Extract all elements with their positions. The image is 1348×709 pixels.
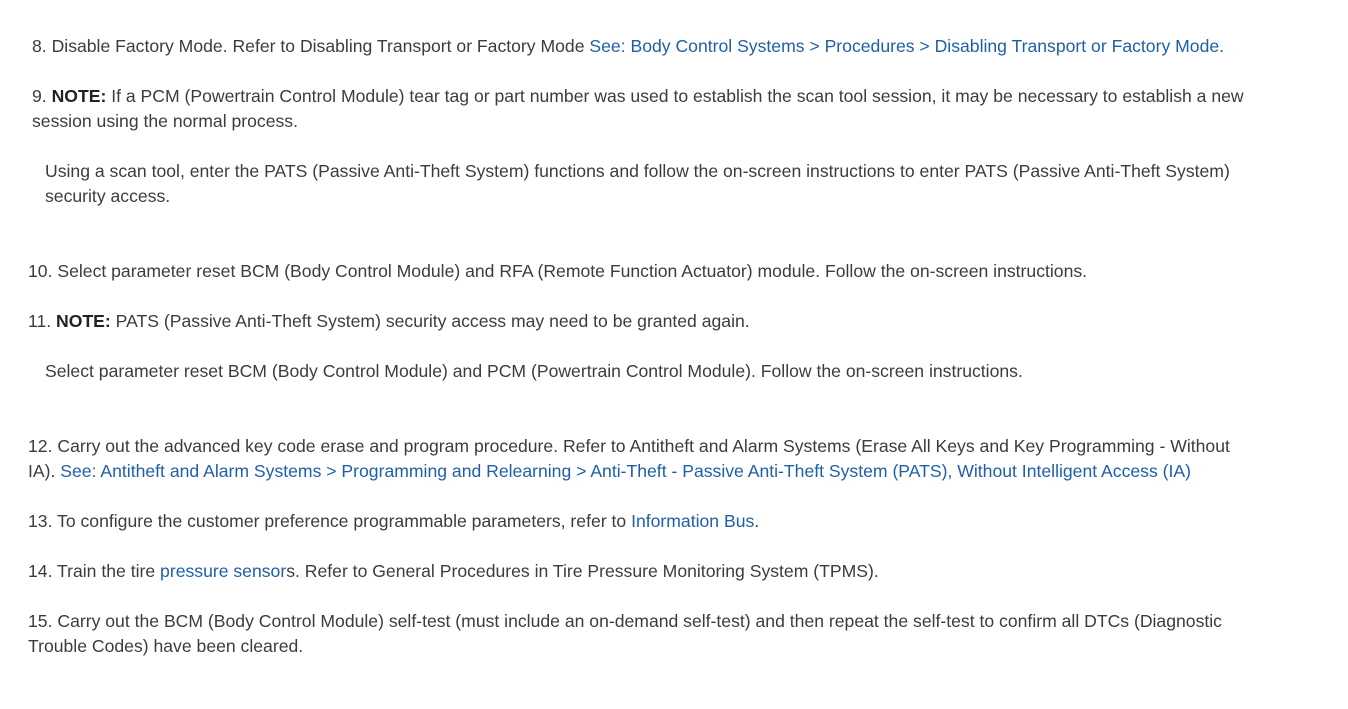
step-text-tail: . xyxy=(754,511,760,531)
step-text: To configure the customer preference programmable parameters, refer to xyxy=(52,511,632,531)
step-text: Train the tire xyxy=(52,561,161,581)
note-text: PATS (Passive Anti-Theft System) security access may need to be granted again. xyxy=(110,311,750,331)
step-number: 9. xyxy=(32,86,47,106)
step-number: 15. xyxy=(28,611,53,631)
step-text: Carry out the advanced key code erase and program procedure. Refer to Antitheft and Alarm Systems (Erase All Keys and Key Programming - Without IA). xyxy=(28,436,1230,481)
step-9-substep: Using a scan tool, enter the PATS (Passive Anti-Theft System) functions and follow the on-screen instructions to enter PATS (Passive Anti-Theft System) security access. xyxy=(45,161,1230,206)
step-11 xyxy=(28,309,1258,334)
link-disabling-transport-factory-mode[interactable]: See: Body Control Systems > Procedures > Disabling Transport or Factory Mode xyxy=(589,36,1220,56)
step-10 xyxy=(28,259,1258,284)
spacer xyxy=(28,484,1258,509)
step-9 xyxy=(28,84,1258,134)
step-text: Disable Factory Mode. Refer to Disabling Transport or Factory Mode xyxy=(46,36,590,56)
step-text-tail: s. Refer to General Procedures in Tire Pressure Monitoring System (TPMS). xyxy=(286,561,879,581)
step-text: Select parameter reset BCM (Body Control Module) and RFA (Remote Function Actuator) module. Follow the on-screen instructions. xyxy=(52,261,1088,281)
link-pressure-sensor[interactable]: pressure sensor xyxy=(160,561,287,581)
spacer xyxy=(28,584,1258,609)
spacer xyxy=(28,334,1258,359)
link-pats-programming-relearning[interactable]: See: Antitheft and Alarm Systems > Programming and Relearning > Anti-Theft - Passive Anti-Theft System (PATS), Without Intelligent Access (IA) xyxy=(60,461,1191,481)
step-12 xyxy=(28,434,1258,484)
spacer xyxy=(28,284,1258,309)
step-11-substep: Select parameter reset BCM (Body Control Module) and PCM (Powertrain Control Module). Follow the on-screen instructions. xyxy=(45,361,1023,381)
step-8 xyxy=(28,34,1258,59)
note-label: NOTE: xyxy=(56,311,111,331)
note-label: NOTE: xyxy=(51,86,107,106)
step-text: Carry out the BCM (Body Control Module) self-test (must include an on-demand self-test) and then repeat the self-test to confirm all DTCs (Diagnostic Trouble Codes) have been cleared. xyxy=(28,611,1222,656)
spacer xyxy=(28,209,1258,259)
procedure-document xyxy=(28,34,1258,659)
link-information-bus[interactable]: Information Bus xyxy=(631,511,755,531)
spacer xyxy=(28,534,1258,559)
step-number: 10. xyxy=(28,261,53,281)
step-text-tail: . xyxy=(1219,36,1225,56)
spacer xyxy=(28,59,1258,84)
step-number: 14. xyxy=(28,561,53,581)
step-number: 8. xyxy=(32,36,47,56)
step-13 xyxy=(28,509,1258,534)
step-15 xyxy=(28,609,1258,659)
step-number: 13. xyxy=(28,511,53,531)
step-number: 11. xyxy=(28,311,52,331)
spacer xyxy=(28,134,1258,159)
note-text: If a PCM (Powertrain Control Module) tear tag or part number was used to establish the scan tool session, it may be necessary to establish a new session using the normal process. xyxy=(32,86,1244,131)
spacer xyxy=(28,384,1258,434)
step-14 xyxy=(28,559,1258,584)
step-number: 12. xyxy=(28,436,53,456)
